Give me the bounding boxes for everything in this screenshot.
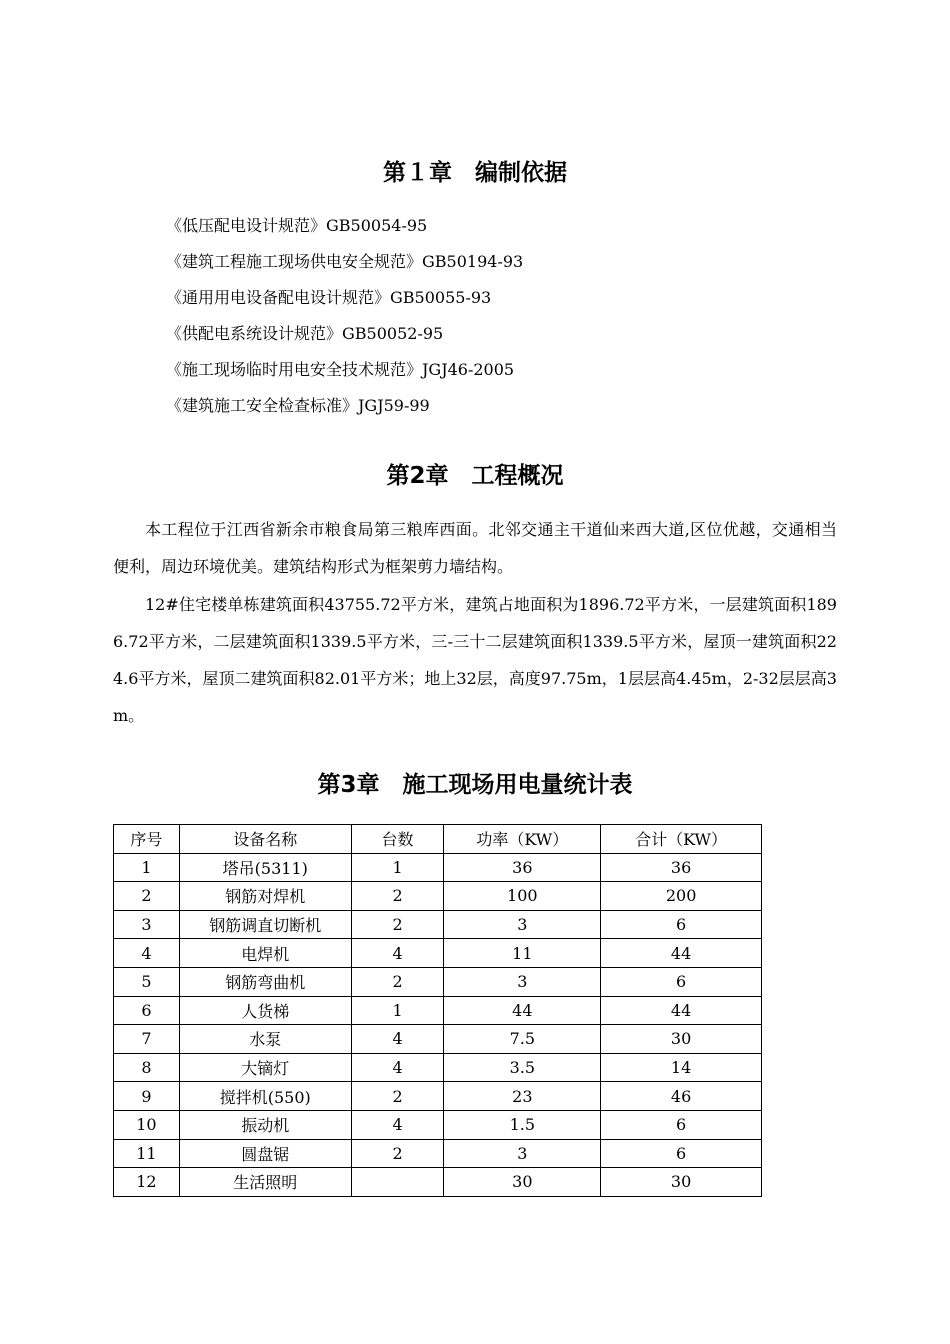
cell-count: 4 — [351, 1053, 444, 1082]
cell-index: 12 — [114, 1168, 180, 1197]
cell-count: 1 — [351, 853, 444, 882]
cell-total: 6 — [601, 967, 762, 996]
cell-power: 36 — [444, 853, 601, 882]
cell-index: 4 — [114, 939, 180, 968]
chapter2-title: 第2章 工程概况 — [386, 463, 564, 489]
cell-power: 1.5 — [444, 1110, 601, 1139]
cell-equipment: 钢筋弯曲机 — [179, 967, 351, 996]
cell-equipment: 电焊机 — [179, 939, 351, 968]
cell-index: 5 — [114, 967, 180, 996]
table-row — [114, 910, 762, 939]
project-location-paragraph: 本工程位于江西省新余市粮食局第三粮库西面。北邻交通主干道仙来西大道,区位优越，交通相当便利，周边环境优美。建筑结构形式为框架剪力墙结构。 — [113, 520, 837, 576]
cell-power: 3 — [444, 967, 601, 996]
header-equipment: 设备名称 — [179, 825, 351, 854]
cell-total: 44 — [601, 939, 762, 968]
cell-index: 1 — [114, 853, 180, 882]
reference-item: 《低压配电设计规范》GB50054-95 — [166, 216, 428, 235]
cell-total: 6 — [601, 910, 762, 939]
cell-equipment: 钢筋对焊机 — [179, 882, 351, 911]
cell-count: 2 — [351, 910, 444, 939]
reference-item: 《供配电系统设计规范》GB50052-95 — [166, 324, 444, 343]
cell-count: 1 — [351, 996, 444, 1025]
header-total: 合计（KW） — [601, 825, 762, 854]
cell-equipment: 人货梯 — [179, 996, 351, 1025]
cell-power: 23 — [444, 1082, 601, 1111]
cell-equipment: 圆盘锯 — [179, 1139, 351, 1168]
table-row — [114, 1110, 762, 1139]
reference-item: 《建筑施工安全检查标准》JGJ59-99 — [166, 396, 430, 415]
power-statistics-table — [113, 824, 762, 1197]
cell-power: 44 — [444, 996, 601, 1025]
table-row — [114, 882, 762, 911]
cell-power: 11 — [444, 939, 601, 968]
header-power: 功率（KW） — [444, 825, 601, 854]
cell-total: 30 — [601, 1025, 762, 1054]
cell-count: 2 — [351, 967, 444, 996]
cell-index: 11 — [114, 1139, 180, 1168]
cell-count: 4 — [351, 1110, 444, 1139]
table-row — [114, 1025, 762, 1054]
cell-power: 3 — [444, 910, 601, 939]
cell-equipment: 大镝灯 — [179, 1053, 351, 1082]
cell-index: 2 — [114, 882, 180, 911]
building-area-paragraph: 12#住宅楼单栋建筑面积43755.72平方米，建筑占地面积为1896.72平方米，一层建筑面积1896.72平方米，二层建筑面积1339.5平方米，三-三十二层建筑面积1339.5平方米，屋顶一建筑面积224.6平方米，屋顶二建筑面积82.01平方米；地上32层，高度97.75m，1层层高4.45m，2-32层层高3m。 — [113, 595, 837, 725]
header-count: 台数 — [351, 825, 444, 854]
table-row — [114, 996, 762, 1025]
cell-total: 36 — [601, 853, 762, 882]
cell-index: 9 — [114, 1082, 180, 1111]
cell-total: 44 — [601, 996, 762, 1025]
table-row — [114, 853, 762, 882]
table-row — [114, 1139, 762, 1168]
cell-equipment: 水泵 — [179, 1025, 351, 1054]
table-row — [114, 939, 762, 968]
header-index: 序号 — [114, 825, 180, 854]
cell-equipment: 生活照明 — [179, 1168, 351, 1197]
cell-total: 6 — [601, 1139, 762, 1168]
cell-total: 46 — [601, 1082, 762, 1111]
cell-index: 10 — [114, 1110, 180, 1139]
cell-equipment: 塔吊(5311) — [179, 853, 351, 882]
table-header-row — [114, 825, 762, 854]
reference-list — [166, 212, 523, 428]
table-row — [114, 967, 762, 996]
table-row — [114, 1053, 762, 1082]
cell-index: 7 — [114, 1025, 180, 1054]
cell-index: 6 — [114, 996, 180, 1025]
cell-power: 3 — [444, 1139, 601, 1168]
cell-total: 6 — [601, 1110, 762, 1139]
reference-item: 《施工现场临时用电安全技术规范》JGJ46-2005 — [166, 360, 515, 379]
cell-count: 2 — [351, 1082, 444, 1111]
table-row — [114, 1168, 762, 1197]
cell-count — [351, 1168, 444, 1197]
cell-count: 4 — [351, 1025, 444, 1054]
cell-power: 3.5 — [444, 1053, 601, 1082]
cell-count: 2 — [351, 882, 444, 911]
cell-equipment: 振动机 — [179, 1110, 351, 1139]
table-row — [114, 1082, 762, 1111]
cell-equipment: 搅拌机(550) — [179, 1082, 351, 1111]
cell-total: 30 — [601, 1168, 762, 1197]
chapter3-title: 第3章 施工现场用电量统计表 — [317, 772, 633, 798]
cell-power: 7.5 — [444, 1025, 601, 1054]
cell-count: 2 — [351, 1139, 444, 1168]
cell-count: 4 — [351, 939, 444, 968]
reference-item: 《建筑工程施工现场供电安全规范》GB50194-93 — [166, 252, 524, 271]
cell-power: 30 — [444, 1168, 601, 1197]
cell-power: 100 — [444, 882, 601, 911]
reference-item: 《通用用电设备配电设计规范》GB50055-93 — [166, 288, 492, 307]
chapter1-title: 第１章 编制依据 — [383, 160, 567, 186]
cell-index: 3 — [114, 910, 180, 939]
cell-equipment: 钢筋调直切断机 — [179, 910, 351, 939]
cell-index: 8 — [114, 1053, 180, 1082]
cell-total: 14 — [601, 1053, 762, 1082]
cell-total: 200 — [601, 882, 762, 911]
